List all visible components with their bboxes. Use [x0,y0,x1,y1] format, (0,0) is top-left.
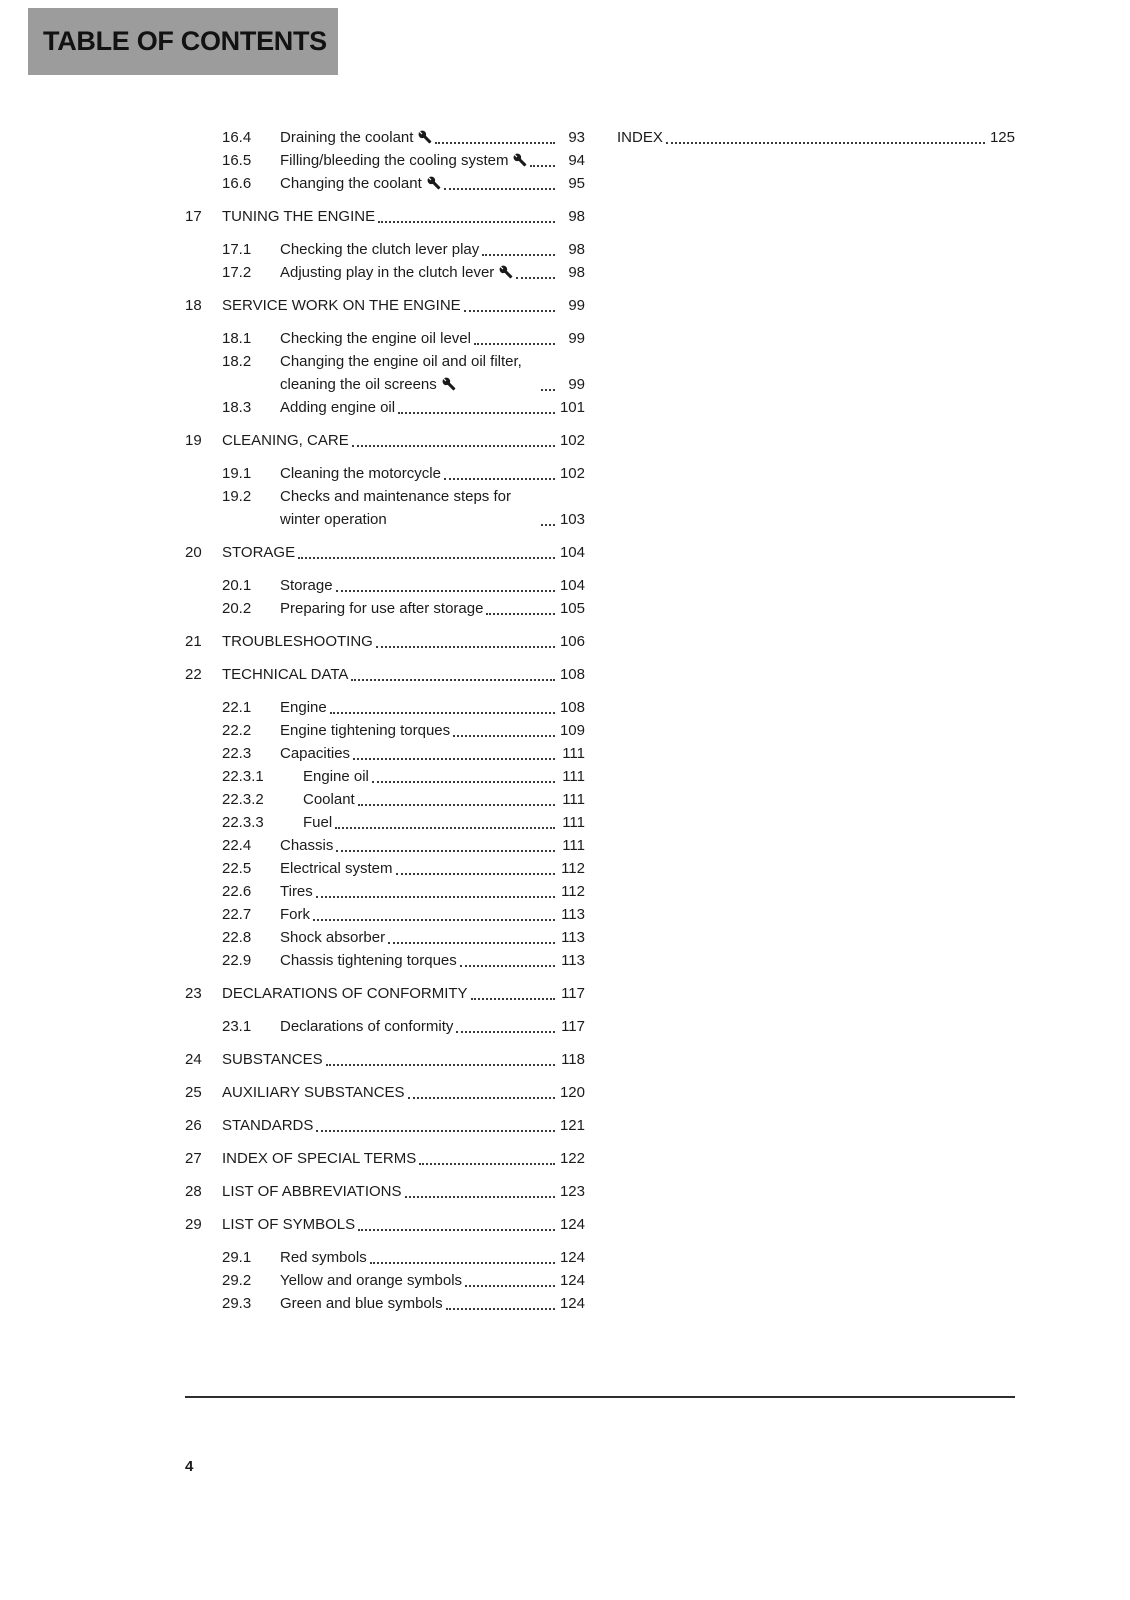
entry-number: 26 [185,1117,202,1134]
toc-entry [185,1180,585,1203]
entry-number: 29.3 [222,1295,252,1312]
toc-entry [617,126,1015,149]
entry-page: 98 [568,264,585,281]
wrench-icon [499,265,513,279]
entry-number: 22.3.1 [222,768,264,785]
entry-number: 22.6 [222,883,252,900]
entry-title: Electrical system [280,860,393,877]
page-title: TABLE OF CONTENTS [43,26,327,56]
entry-title: Adding engine oil [280,399,396,416]
footer-divider [185,1396,1015,1398]
dot-leader [516,277,555,279]
toc-entry [185,926,585,949]
toc-entry [185,462,585,485]
entry-page: 103 [559,511,585,528]
dot-leader [370,1262,555,1264]
entry-title: Engine [280,699,327,716]
entry-title: Yellow and orange symbols [280,1272,463,1289]
dot-leader [435,142,555,144]
entry-number: 16.4 [222,129,252,146]
entry-page: 99 [568,297,585,314]
entry-number: 17.2 [222,264,252,281]
entry-page: 117 [561,985,585,1002]
entry-number: 22.3.3 [222,814,264,831]
toc-entry [185,261,585,284]
entry-title: Chassis [280,837,334,854]
toc-entry [185,485,585,531]
toc-entry [185,982,585,1005]
entry-page: 111 [562,768,585,785]
toc-entry [185,788,585,811]
entry-number: 22 [185,666,202,683]
entry-page: 109 [559,722,585,739]
dot-leader [419,1163,555,1165]
entry-page: 113 [561,906,585,923]
entry-title: TROUBLESHOOTING [222,633,373,650]
entry-number: 19 [185,432,202,449]
toc-entry [185,396,585,419]
toc-entry [185,1081,585,1104]
toc-entry [185,742,585,765]
entry-number: 23.1 [222,1018,252,1035]
entry-page: 124 [559,1249,585,1266]
entry-number: 22.3 [222,745,252,762]
entry-page: 102 [559,465,585,482]
dot-leader [471,998,555,1000]
entry-title: Changing the engine oil and oil filter, cleaning the oil screens [280,353,522,393]
entry-number: 18 [185,297,202,314]
entry-number: 28 [185,1183,202,1200]
toc-entry [185,949,585,972]
toc-entry [185,205,585,228]
entry-number: 29 [185,1216,202,1233]
entry-number: 24 [185,1051,202,1068]
toc-entry [185,1114,585,1137]
entry-title: Chassis tightening torques [280,952,457,969]
toc-entry [185,541,585,564]
entry-page: 99 [568,330,585,347]
entry-number: 20 [185,544,202,561]
toc-entry [185,294,585,317]
entry-page: 122 [559,1150,585,1167]
dot-leader [316,896,555,898]
dot-leader [335,827,555,829]
entry-title: Checking the clutch lever play [280,241,480,258]
dot-leader [666,142,985,144]
toc-column-right [617,126,1015,149]
dot-leader [353,758,555,760]
entry-number: 18.2 [222,353,252,370]
toc-entry [185,663,585,686]
entry-number: 22.3.2 [222,791,264,808]
entry-number: 22.4 [222,837,252,854]
entry-page: 99 [568,376,585,393]
entry-page: 106 [559,633,585,650]
entry-page: 98 [568,241,585,258]
toc-entry [185,126,585,149]
dot-leader [456,1031,555,1033]
entry-page: 120 [559,1084,585,1101]
toc-entry [185,238,585,261]
dot-leader [465,1285,555,1287]
toc-entry [185,811,585,834]
entry-page: 104 [559,544,585,561]
entry-title: Draining the coolant [280,126,432,149]
entry-number: 16.6 [222,175,252,192]
entry-title: Fork [280,906,310,923]
entry-title: Cleaning the motorcycle [280,465,441,482]
entry-page: 105 [559,600,585,617]
dot-leader [316,1130,555,1132]
entry-title: AUXILIARY SUBSTANCES [222,1084,405,1101]
entry-number: 27 [185,1150,202,1167]
toc-column-left [185,126,585,1315]
entry-page: 111 [562,814,585,831]
entry-number: 29.1 [222,1249,252,1266]
entry-page: 111 [562,791,585,808]
entry-page: 111 [562,837,585,854]
dot-leader [405,1196,556,1198]
toc-entry [185,696,585,719]
entry-title: Red symbols [280,1249,367,1266]
dot-leader [330,712,555,714]
dot-leader [530,165,555,167]
entry-title: Adjusting play in the clutch lever [280,261,513,284]
entry-page: 112 [561,860,585,877]
dot-leader [453,735,555,737]
entry-title: Capacities [280,745,351,762]
toc-entry [185,880,585,903]
entry-page: 113 [561,929,585,946]
toc-entry [185,429,585,452]
dot-leader [464,310,555,312]
entry-page: 124 [559,1295,585,1312]
entry-title: Filling/bleeding the cooling system [280,149,527,172]
dot-leader [326,1064,555,1066]
entry-number: 23 [185,985,202,1002]
dot-leader [358,804,555,806]
toc-entry [185,327,585,350]
entry-title: Checking the engine oil level [280,330,471,347]
entry-page: 113 [561,952,585,969]
dot-leader [408,1097,555,1099]
entry-number: 22.7 [222,906,252,923]
entry-page: 111 [562,745,585,762]
toc-entry [185,597,585,620]
entry-page: 94 [568,152,585,169]
entry-page: 108 [559,666,585,683]
entry-title: Engine oil [303,768,369,785]
entry-number: 21 [185,633,202,650]
entry-title: TUNING THE ENGINE [222,208,376,225]
dot-leader [336,850,555,852]
toc-entry [185,1213,585,1236]
entry-title: Engine tightening torques [280,722,451,739]
wrench-icon [418,130,432,144]
dot-leader [541,524,555,526]
entry-number: 25 [185,1084,202,1101]
toc-entry [185,1269,585,1292]
entry-title: TECHNICAL DATA [222,666,349,683]
entry-page: 98 [568,208,585,225]
entry-title: DECLARATIONS OF CONFORMITY [222,985,468,1002]
entry-page: 125 [989,129,1015,146]
entry-page: 121 [559,1117,585,1134]
toc-entry [185,350,585,396]
toc-entry [185,834,585,857]
toc-entry [185,857,585,880]
toc-entry [185,719,585,742]
entry-title: Fuel [303,814,333,831]
entry-number: 22.5 [222,860,252,877]
entry-title: STORAGE [222,544,296,561]
toc-entry [185,172,585,195]
toc-entry [185,574,585,597]
dot-leader [351,679,555,681]
entry-title: Shock absorber [280,929,386,946]
entry-title: Storage [280,577,333,594]
entry-page: 104 [559,577,585,594]
dot-leader [378,221,555,223]
entry-number: 18.3 [222,399,252,416]
entry-title: INDEX OF SPECIAL TERMS [222,1150,417,1167]
entry-number: 29.2 [222,1272,252,1289]
dot-leader [541,389,555,391]
entry-number: 22.8 [222,929,252,946]
entry-title: Green and blue symbols [280,1295,443,1312]
toc-entry [185,903,585,926]
entry-title: INDEX [617,129,663,146]
toc-entry [185,1292,585,1315]
entry-page: 124 [559,1216,585,1233]
entry-title: Checks and maintenance steps for winter operation [280,488,511,528]
wrench-icon [513,153,527,167]
entry-page: 108 [559,699,585,716]
entry-number: 22.1 [222,699,252,716]
dot-leader [313,919,555,921]
dot-leader [486,613,555,615]
toc-entry [185,630,585,653]
wrench-icon [442,377,456,391]
dot-leader [336,590,555,592]
entry-number: 22.9 [222,952,252,969]
entry-title: Tires [280,883,313,900]
entry-number: 19.2 [222,488,252,505]
entry-page: 93 [568,129,585,146]
entry-number: 18.1 [222,330,252,347]
dot-leader [474,343,555,345]
entry-number: 16.5 [222,152,252,169]
entry-title: LIST OF SYMBOLS [222,1216,356,1233]
dot-leader [388,942,555,944]
dot-leader [444,188,555,190]
entry-page: 102 [559,432,585,449]
dot-leader [444,478,555,480]
toc-entry [185,765,585,788]
entry-title: LIST OF ABBREVIATIONS [222,1183,402,1200]
entry-title: CLEANING, CARE [222,432,349,449]
dot-leader [482,254,555,256]
dot-leader [358,1229,555,1231]
dot-leader [376,646,555,648]
entry-title: Coolant [303,791,355,808]
entry-title: Preparing for use after storage [280,600,484,617]
entry-page: 95 [568,175,585,192]
entry-number: 19.1 [222,465,252,482]
entry-title: Changing the coolant [280,172,441,195]
dot-leader [398,412,555,414]
entry-number: 22.2 [222,722,252,739]
wrench-icon [427,176,441,190]
entry-title: SERVICE WORK ON THE ENGINE [222,297,461,314]
entry-page: 112 [561,883,585,900]
toc-entry [185,1147,585,1170]
entry-number: 17 [185,208,202,225]
dot-leader [352,445,555,447]
dot-leader [396,873,555,875]
toc-entry [185,1048,585,1071]
entry-title: SUBSTANCES [222,1051,323,1068]
toc-entry [185,1246,585,1269]
dot-leader [298,557,555,559]
entry-page: 117 [561,1018,585,1035]
page-number: 4 [185,1458,194,1475]
entry-page: 124 [559,1272,585,1289]
entry-page: 123 [559,1183,585,1200]
dot-leader [446,1308,555,1310]
entry-number: 20.2 [222,600,252,617]
entry-number: 17.1 [222,241,252,258]
dot-leader [460,965,555,967]
entry-page: 118 [561,1051,585,1068]
page-header [28,8,338,75]
entry-title: STANDARDS [222,1117,314,1134]
entry-page: 101 [559,399,585,416]
toc-entry [185,1015,585,1038]
dot-leader [372,781,555,783]
toc-entry [185,149,585,172]
entry-number: 20.1 [222,577,252,594]
entry-title: Declarations of conformity [280,1018,454,1035]
